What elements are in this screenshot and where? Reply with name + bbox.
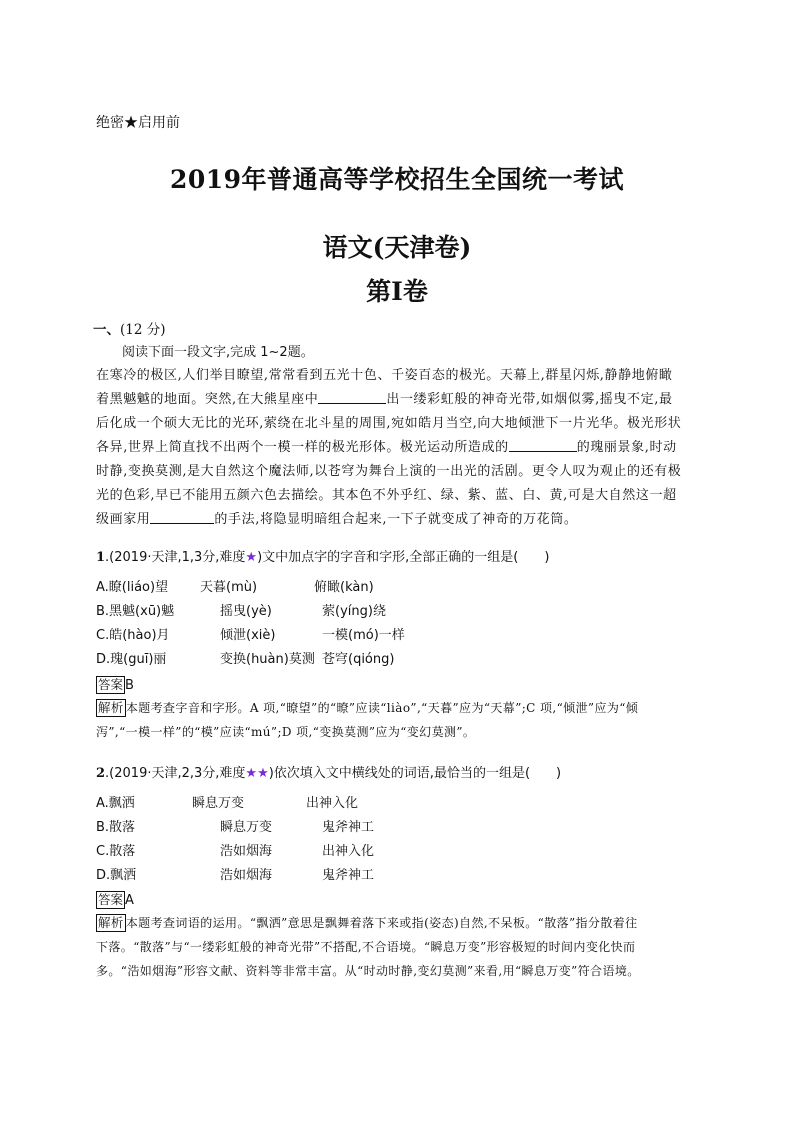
passage-line: 光的色彩,早已不能用五颜六色去描绘。其本色不外乎红、绿、紫、蓝、白、黄,可是大自然这一超 <box>96 488 677 503</box>
question-source: .(2019·天津,2,3分,难度 <box>105 766 246 781</box>
reading-passage <box>96 364 696 532</box>
subject-title: 语文(天津卷) <box>322 233 472 262</box>
option-item: 鬼斧神工 <box>322 868 375 883</box>
section-heading <box>93 318 166 338</box>
question-number: 1 <box>96 550 106 565</box>
explanation-text: 本题考查词语的运用。“飘洒”意思是飘舞着落下来或指(姿态)自然,不呆板。“散落”指分散着往 <box>125 916 638 930</box>
question-text: )文中加点字的字音和字形,全部正确的一组是( ) <box>257 550 550 565</box>
passage-text: 出一缕彩虹般的神奇光带,如烟似雾,摇曳不定,最 <box>386 392 673 407</box>
difficulty-star-icon: ★ <box>245 550 258 565</box>
option-item: 萦(yíng)绕 <box>322 604 386 619</box>
option-item: 变换(huàn)莫测 <box>220 652 315 667</box>
option-item: 俯瞰(kàn) <box>314 580 374 595</box>
explanation-line <box>96 696 708 720</box>
question-number: 2 <box>96 766 106 781</box>
fill-blank-1 <box>318 389 386 404</box>
answer-value: A <box>125 893 134 908</box>
option-item: 瞬息万变 <box>192 796 245 811</box>
option-item: 出神入化 <box>306 796 359 811</box>
option-item: A.飘洒 <box>96 796 135 811</box>
fill-blank-3 <box>150 509 214 524</box>
option-item: A.瞭(liáo)望 <box>96 580 169 595</box>
question-2-stem <box>96 762 561 781</box>
option-item: 鬼斧神工 <box>322 820 375 835</box>
passage-line <box>96 508 696 532</box>
difficulty-star-icon: ★★ <box>245 766 269 781</box>
option-item: 摇曳(yè) <box>220 604 272 619</box>
passage-line <box>96 436 696 460</box>
confidential-label: 绝密★启用前 <box>96 115 180 131</box>
q2-explanation <box>96 911 708 983</box>
explanation-text: 本题考查字音和字形。A 项,“暸望”的“暸”应读“liào”,“天暮”应为“天幕”;C 项,“倾泄”应为“倾 <box>125 701 639 715</box>
passage-line: 在寒冷的极区,人们举目瞭望,常常看到五光十色、千姿百态的极光。天幕上,群星闪烁,静静地俯瞰 <box>96 368 673 383</box>
passage-line: 时静,变换莫测,是大自然这个魔法师,以苍穹为舞台上演的一出光的活剧。更令人叹为观止的还有极 <box>96 464 682 479</box>
option-item: B.黑魆(xū)魆 <box>96 604 175 619</box>
question-source: .(2019·天津,1,3分,难度 <box>105 550 246 565</box>
fill-blank-2 <box>509 437 577 452</box>
option-item: C.皓(hào)月 <box>96 628 170 643</box>
question-1-stem <box>96 546 549 565</box>
option-item: 浩如烟海 <box>220 868 273 883</box>
explanation-line: 下落。“散落”与“一缕彩虹般的神奇光带”不搭配,不合语境。“瞬息万变”形容极短的时间内变化快而 <box>96 940 636 954</box>
passage-text: 各异,世界上简直找不出两个一模一样的极光形体。极光运动所造成的 <box>96 440 509 455</box>
option-item: 一模(mó)一样 <box>322 628 405 643</box>
section-number: 一、 <box>93 322 120 338</box>
option-item: 苍穹(qióng) <box>322 652 395 667</box>
exam-title: 2019年普通高等学校招生全国统一考试 <box>169 165 625 194</box>
answer-tag: 答案 <box>98 892 124 907</box>
option-item: D.瑰(guī)丽 <box>96 652 167 667</box>
explain-tag: 解析 <box>98 915 124 930</box>
option-item: D.飘洒 <box>96 868 137 883</box>
section-score: (12 分) <box>120 322 166 338</box>
answer-tag: 答案 <box>98 677 124 692</box>
passage-text: 的手法,将隐显明暗组合起来,一下子就变成了神奇的万花筒。 <box>214 512 578 527</box>
passage-line <box>96 388 696 412</box>
option-item: 瞬息万变 <box>220 820 273 835</box>
explanation-line <box>96 911 708 935</box>
passage-text: 着黑魆魆的地面。突然,在大熊星座中 <box>96 392 319 407</box>
question-text: )依次填入文中横线处的词语,最恰当的一组是( ) <box>268 766 562 781</box>
answer-value: B <box>125 678 134 693</box>
option-item: 出神入化 <box>322 844 375 859</box>
option-item: 天暮(mù) <box>200 580 258 595</box>
q1-explanation <box>96 696 708 744</box>
volume-title: 第Ⅰ卷 <box>366 277 428 306</box>
explanation-line: 泻”,“一模一样”的“模”应读“mú”;D 项,“变换莫测”应为“变幻莫测”。 <box>96 725 476 739</box>
passage-line: 后化成一个硕大无比的光环,萦绕在北斗星的周围,宛如皓月当空,向大地倾泄下一片光华。极光形状 <box>96 416 682 431</box>
passage-text: 的瑰丽景象,时动 <box>576 440 677 455</box>
option-item: 浩如烟海 <box>220 844 273 859</box>
section-instruction: 阅读下面一段文字,完成 1~2题。 <box>122 345 314 360</box>
option-item: 倾泄(xiè) <box>220 628 276 643</box>
explanation-line: 多。“浩如烟海”形容文献、资料等非常丰富。从“时动时静,变幻莫测”来看,用“瞬息万变”符合语境。 <box>96 964 640 978</box>
explain-tag: 解析 <box>98 700 124 715</box>
option-item: C.散落 <box>96 844 136 859</box>
option-item: B.散落 <box>96 820 136 835</box>
q2-answer <box>96 891 134 909</box>
q1-answer <box>96 676 134 694</box>
passage-text: 级画家用 <box>96 512 151 527</box>
